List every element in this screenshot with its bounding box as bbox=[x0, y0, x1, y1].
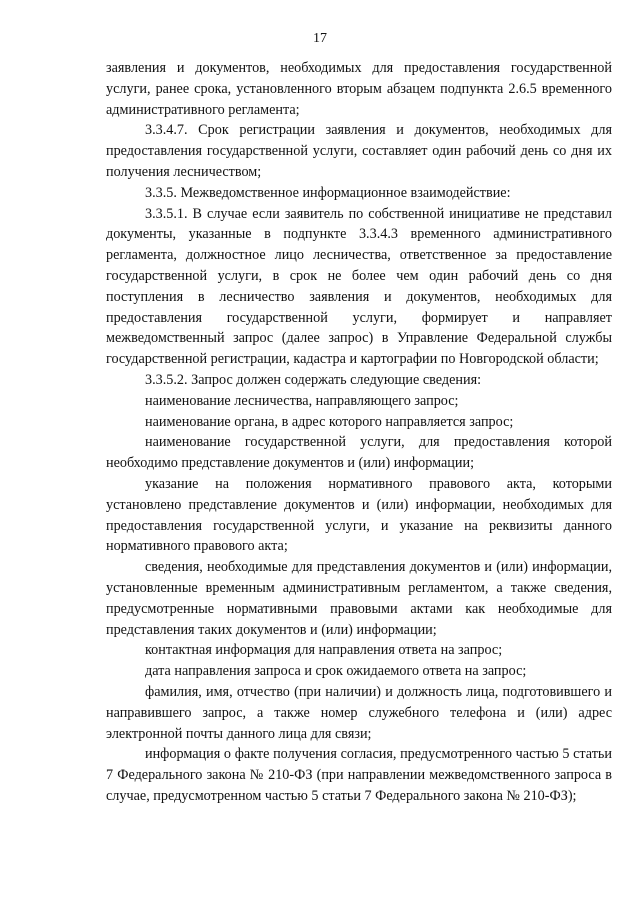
paragraph: наименование лесничества, направляющего запрос; bbox=[145, 392, 459, 409]
paragraph: наименование государственной услуги, для предоставления которой необходимо представление документов и (или) информации; bbox=[106, 434, 612, 472]
paragraph: 3.3.5.2. Запрос должен содержать следующие сведения: bbox=[145, 371, 482, 388]
paragraph: информация о факте получения согласия, предусмотренного частью 5 статьи 7 Федерального закона № 210-ФЗ (при направлении межведомственного запроса в случае, предусмотренном частью 5 статьи 7 Федерального закона № 210-ФЗ); bbox=[106, 746, 612, 804]
paragraph: наименование органа, в адрес которого направляется запрос; bbox=[145, 413, 514, 430]
paragraph: 3.3.5. Межведомственное информационное взаимодействие: bbox=[145, 184, 511, 201]
paragraph: дата направления запроса и срок ожидаемого ответа на запрос; bbox=[145, 663, 527, 680]
paragraph: фамилия, имя, отчество (при наличии) и должность лица, подготовившего и направившего запрос, а также номер служебного телефона и (или) адрес электронной почты данного лица для связи; bbox=[106, 683, 612, 742]
paragraph: 3.3.4.7. Срок регистрации заявления и документов, необходимых для предоставления государственной услуги, составляет один рабочий день со дня их получения лесничеством; bbox=[106, 122, 612, 180]
paragraph: сведения, необходимые для представления документов и (или) информации, установленные временным административным регламентом, а также сведения, предусмотренные нормативными правовыми актами как необходимые для представления таких документов и (или) информации; bbox=[106, 559, 612, 638]
page-number: 17 bbox=[313, 31, 327, 46]
paragraph: 3.3.5.1. В случае если заявитель по собственной инициативе не представил документы, указанные в подпункте 3.3.4.3 временного административного регламента, должностное лицо лесничества, ответственное за предоставление государственной услуги, в срок не более чем один рабочий день со дня поступления в лесничество заявления и документов, необходимых для предоставления государственной услуги, формирует и направляет межведомственный запрос (далее запрос) в Управление Федеральной службы государственной регистрации, кадастра и картографии по Новгородской области; bbox=[106, 205, 612, 368]
paragraph: указание на положения нормативного правового акта, которыми установлено представление документов и (или) информации, необходимых для предоставления государственной услуги, и указание на реквизиты данного нормативного правового акта; bbox=[106, 475, 612, 555]
paragraph: заявления и документов, необходимых для предоставления государственной услуги, ранее срока, установленного вторым абзацем подпункта 2.6.5 временного административного регламента; bbox=[106, 60, 612, 118]
paragraph: контактная информация для направления ответа на запрос; bbox=[145, 642, 503, 659]
document-body bbox=[106, 58, 612, 807]
